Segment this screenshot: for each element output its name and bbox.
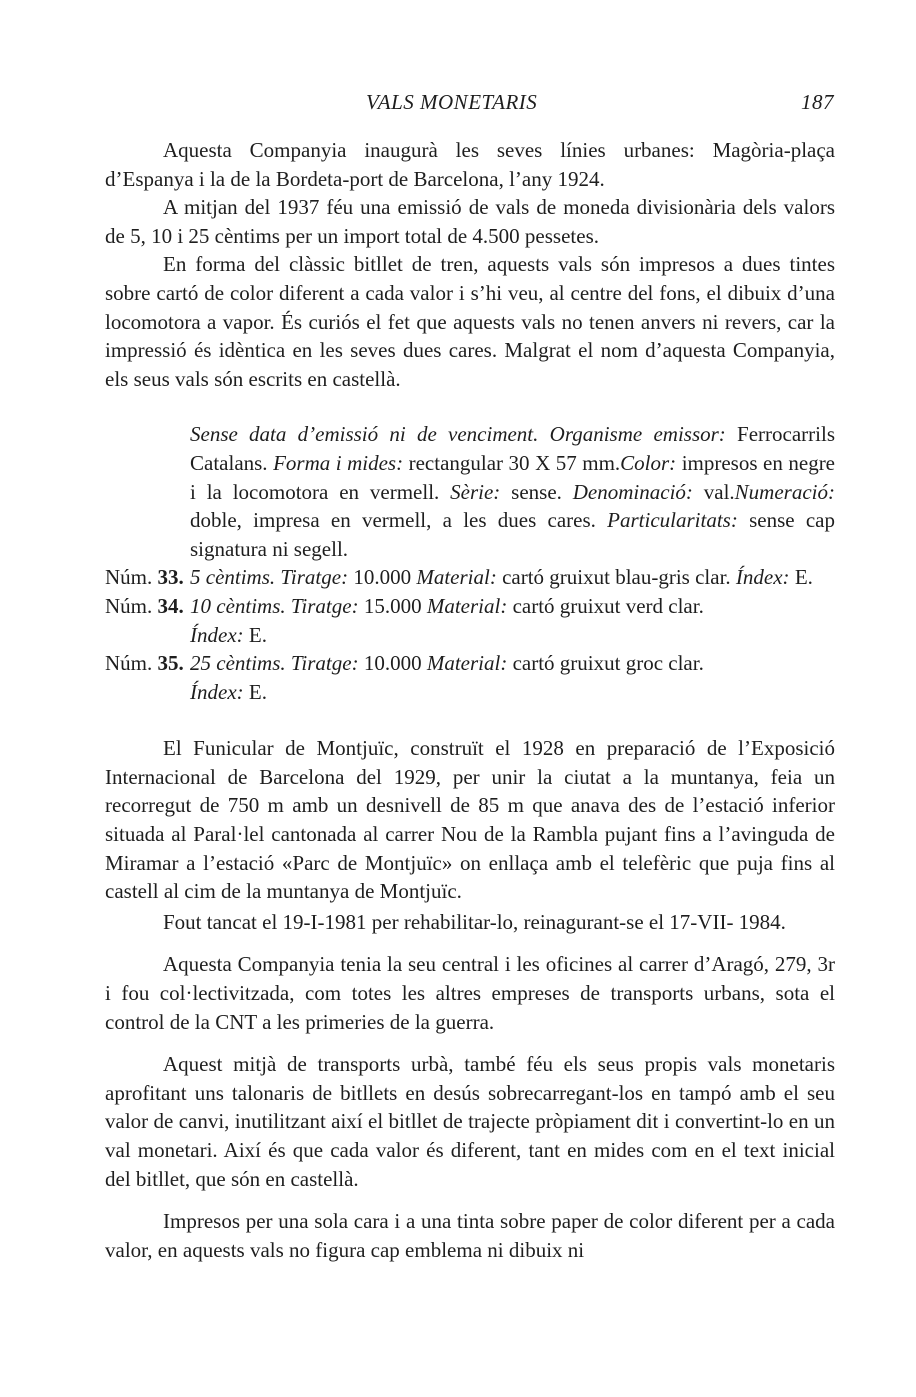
entry-material: cartó gruixut groc clar. [512, 651, 704, 676]
catalog-label: Denominació: [572, 479, 693, 504]
entry-tiratge: 15.000 [363, 593, 422, 618]
catalog-label: Particularitats: [607, 508, 738, 533]
entry-material: cartó gruixut verd clar. [512, 593, 704, 618]
paragraph: Aquesta Companyia tenia la seu central i les oficines al carrer d’Aragó, 279, 3r i fou col·lectivitzada, com totes les altres empreses de transports urbans, sota el control de la CNT a les primeries de la guerra. [105, 952, 835, 1034]
entry-prefix: Núm. [105, 593, 153, 618]
entry-number: 34. [157, 593, 184, 618]
catalog-entry-35 [105, 649, 835, 706]
catalog-label: Color: [620, 450, 677, 475]
catalog-value: val. [703, 479, 735, 504]
paragraph: Impresos per una sola cara i a una tinta sobre paper de color diferent per a cada valor, en aquests vals no figura cap emblema ni dibuix ni [105, 1209, 835, 1262]
catalog-label: Organisme emissor: [549, 422, 726, 447]
catalog-value: sense. [511, 479, 562, 504]
entry-index: E. [248, 679, 267, 704]
entry-index: E. [794, 565, 813, 590]
entry-label: Tiratge: [290, 593, 359, 618]
catalog-value: doble, impresa en vermell, a les dues cares. [190, 508, 596, 533]
section-gap [105, 706, 835, 734]
catalog-value: Ferrocarrils Catalans. [190, 422, 836, 475]
paragraph: En forma del clàssic bitllet de tren, aquests vals són impresos a dues tintes sobre cartó de color diferent a cada valor i s’hi veu, al centre del fons, el dibuix d’una locomotora a vapor. És curiós el fet que aquests vals no tenen anvers ni revers, car la impressió és idèntica en les seves dues cares. Malgrat el nom d’aquesta Companyia, els seus vals són escrits en castellà. [105, 252, 835, 391]
running-header [366, 90, 834, 115]
catalog-label: Sense data d’emissió ni de venciment. [190, 422, 539, 447]
entry-value: 5 cèntims. [190, 565, 276, 590]
page-number: 187 [801, 90, 834, 114]
paragraph: El Funicular de Montjuïc, construït el 1928 en preparació de l’Exposició Internacional de Barcelona del 1929, per unir la ciutat a la muntanya, feia un recorregut de 750 m amb un desnivell de 85 m que anava des de l’estació inferior situada al Paral·lel cantonada al carrer Nou de la Rambla pujant fins a l’avinguda de Miramar a l’estació «Parc de Montjuïc» on enllaça amb el telefèric que puja fins al castell al cim de la muntanya de Montjuïc. [105, 736, 835, 904]
entry-number: 33. [157, 565, 184, 590]
catalog-value: rectangular 30 X 57 mm. [408, 450, 621, 475]
catalog-description [190, 420, 835, 563]
catalog-label: Sèrie: [450, 479, 501, 504]
entry-number: 35. [157, 651, 184, 676]
entry-label: Material: [416, 565, 497, 590]
paragraph: Aquest mitjà de transports urbà, també féu els seus propis vals monetaris aprofitant uns talonaris de bitllets en desús sobrecarregant-los en tampó amb el seu valor de canvi, inutilitzant així el bitllet de trajecte pròpiament dit i convertint-lo en un val monetari. Així és que cada valor és diferent, tant en mides com en el text inicial del bitllet, que són en castellà. [105, 1052, 835, 1191]
paragraph: Fout tancat el 19-I-1981 per rehabilitar-lo, reinagurant-se el 17-VII- 1984. [163, 909, 786, 934]
entry-index: E. [248, 622, 267, 647]
catalog-value: impresos en negre i la locomotora en vermell. [190, 450, 836, 504]
entry-label: Tiratge: [290, 651, 359, 676]
entry-tiratge: 10.000 [353, 565, 412, 590]
entry-label: Índex: [735, 565, 790, 590]
catalog-entry-34 [105, 592, 835, 649]
entry-label: Tiratge: [280, 565, 349, 590]
running-title: VALS MONETARIS [366, 90, 538, 114]
entry-prefix: Núm. [105, 565, 153, 590]
paragraph: Aquesta Companyia inaugurà les seves línies urbanes: Magòria-plaça d’Espanya i la de la Bordeta-port de Barcelona, l’any 1924. [105, 138, 835, 191]
entry-label: Material: [426, 593, 508, 618]
entry-label: Índex: [190, 622, 244, 647]
entry-prefix: Núm. [105, 651, 153, 676]
page-body [105, 136, 835, 1264]
entry-material: cartó gruixut blau-gris clar. [502, 565, 731, 590]
entry-label: Material: [426, 651, 508, 676]
entry-value: 25 cèntims. [190, 651, 286, 676]
catalog-label: Numeració: [734, 479, 835, 504]
entry-tiratge: 10.000 [363, 651, 422, 676]
catalog-entry-33 [105, 563, 835, 592]
entry-value: 10 cèntims. [190, 593, 286, 618]
catalog-value: sense cap signatura ni segell. [190, 508, 835, 561]
entry-label: Índex: [190, 679, 244, 704]
paragraph: A mitjan del 1937 féu una emissió de vals de moneda divisionària dels valors de 5, 10 i 25 cèntims per un import total de 4.500 pessetes. [105, 195, 835, 248]
catalog-label: Forma i mides: [273, 450, 404, 475]
